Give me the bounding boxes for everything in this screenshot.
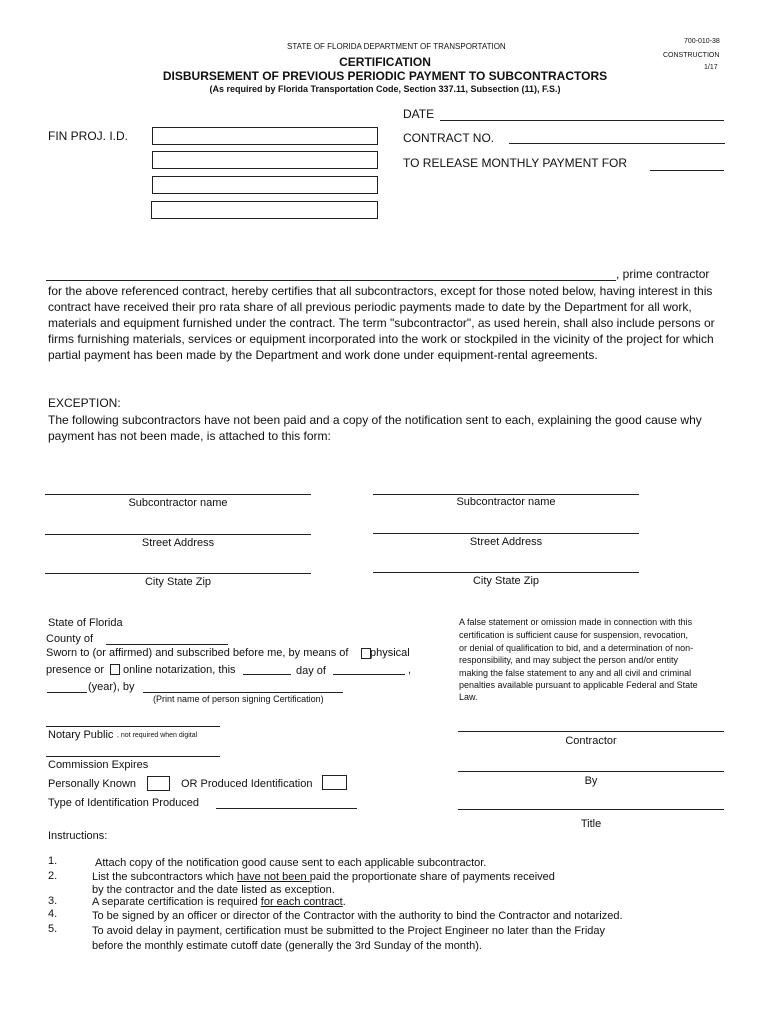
warning-line-1: A false statement or omission made in connection with this bbox=[459, 617, 693, 627]
year-by-label: (year), by bbox=[88, 681, 135, 693]
county-field[interactable] bbox=[106, 644, 228, 645]
notary-state: State of Florida bbox=[48, 617, 123, 629]
produced-identification-label: OR Produced Identification bbox=[181, 778, 313, 790]
by-label: By bbox=[584, 775, 598, 787]
instruction-number-5: 5. bbox=[48, 923, 58, 935]
instruction-text-5-cont: before the monthly estimate cutoff date (generally the 3rd Sunday of the month). bbox=[92, 940, 482, 952]
notary-county-label: County of bbox=[46, 633, 94, 645]
agency-name: STATE OF FLORIDA DEPARTMENT OF TRANSPORTATION bbox=[287, 42, 506, 51]
instruction-2-emphasis: have not been bbox=[236, 871, 310, 883]
instruction-number-3: 3. bbox=[48, 895, 58, 907]
id-type-field[interactable] bbox=[216, 808, 357, 809]
warning-line-6: penalties available pursuant to applicable Federal and State bbox=[459, 680, 698, 690]
form-category: CONSTRUCTION bbox=[663, 52, 720, 59]
print-name-label: (Print name of person signing Certification) bbox=[153, 694, 324, 704]
title-signature-line[interactable] bbox=[458, 809, 724, 810]
fin-proj-input-2[interactable] bbox=[152, 151, 378, 169]
notary-public-label: Notary Public bbox=[48, 729, 114, 741]
instructions-heading: Instructions: bbox=[48, 830, 108, 842]
contract-field[interactable] bbox=[509, 143, 725, 144]
personally-known-checkbox[interactable] bbox=[147, 776, 170, 791]
city-label-left: City State Zip bbox=[144, 576, 212, 588]
year-field[interactable] bbox=[47, 692, 87, 693]
city-field-right[interactable] bbox=[373, 572, 639, 573]
not-required-note: , not required when digital bbox=[117, 732, 198, 739]
subcontractor-name-field-right[interactable] bbox=[373, 494, 639, 495]
warning-line-3: or denial of qualification to bid, and a determination of non- bbox=[459, 643, 694, 653]
title-disbursement: DISBURSEMENT OF PREVIOUS PERIODIC PAYMENT TO SUBCONTRACTORS bbox=[162, 69, 608, 83]
city-label-right: City State Zip bbox=[472, 575, 540, 587]
commission-expires-label: Commission Expires bbox=[48, 759, 149, 771]
comma: , bbox=[408, 664, 412, 676]
subcontractor-name-label-right: Subcontractor name bbox=[456, 496, 556, 508]
day-of-label: day of bbox=[296, 665, 326, 677]
date-field[interactable] bbox=[440, 120, 724, 121]
exception-heading: EXCEPTION: bbox=[48, 396, 121, 410]
form-number: 700-010-38 bbox=[684, 38, 720, 45]
subcontractor-name-field-left[interactable] bbox=[45, 494, 311, 495]
street-label-right: Street Address bbox=[469, 536, 543, 548]
street-field-left[interactable] bbox=[45, 534, 311, 535]
physical-label: physical bbox=[370, 647, 410, 659]
street-label-left: Street Address bbox=[141, 537, 215, 549]
instruction-text-2: List the subcontractors which have not been paid the proportionate share of payments received bbox=[92, 871, 555, 883]
contractor-label: Contractor bbox=[565, 735, 617, 747]
subtitle: (As required by Florida Transportation Code, Section 337.11, Subsection (11), F.S.) bbox=[209, 84, 561, 94]
release-label: TO RELEASE MONTHLY PAYMENT FOR bbox=[403, 156, 628, 170]
instruction-number-2: 2. bbox=[48, 870, 58, 882]
subcontractor-name-label-left: Subcontractor name bbox=[128, 497, 228, 509]
warning-line-5: making the false statement to any and all civil and criminal bbox=[459, 668, 692, 678]
release-field[interactable] bbox=[650, 170, 724, 171]
id-type-label: Type of Identification Produced bbox=[48, 797, 200, 809]
instruction-text-1: Attach copy of the notification good cause sent to each applicable subcontractor. bbox=[95, 857, 487, 869]
signer-name-field[interactable] bbox=[143, 692, 343, 693]
instruction-text-5: To avoid delay in payment, certification must be submitted to the Project Engineer no later than the Friday bbox=[92, 925, 605, 937]
month-field[interactable] bbox=[333, 674, 405, 675]
online-notarization-checkbox[interactable] bbox=[110, 664, 120, 675]
fin-proj-input-4[interactable] bbox=[151, 201, 378, 219]
instruction-text-4: To be signed by an officer or director of the Contractor with the authority to bind the Contractor and notarized. bbox=[92, 910, 623, 922]
warning-line-2: certification is sufficient cause for suspension, revocation, bbox=[459, 630, 688, 640]
prime-contractor-field[interactable] bbox=[46, 280, 616, 281]
warning-line-4: responsibility, and may subject the person and/or entity bbox=[459, 655, 678, 665]
contractor-signature-line[interactable] bbox=[458, 731, 724, 732]
day-field[interactable] bbox=[243, 674, 291, 675]
fin-proj-input-3[interactable] bbox=[152, 176, 378, 194]
instruction-number-4: 4. bbox=[48, 908, 58, 920]
instruction-number-1: 1. bbox=[48, 855, 58, 867]
contract-label: CONTRACT NO. bbox=[403, 131, 495, 145]
instruction-3-emphasis: for each contract bbox=[260, 896, 343, 908]
commission-field[interactable] bbox=[46, 756, 220, 757]
by-signature-line[interactable] bbox=[458, 771, 724, 772]
notary-public-signature-line[interactable] bbox=[46, 726, 220, 727]
fin-proj-label: FIN PROJ. I.D. bbox=[48, 129, 129, 143]
street-field-right[interactable] bbox=[373, 533, 639, 534]
title-certification: CERTIFICATION bbox=[339, 55, 431, 69]
form-revision: 1/17 bbox=[704, 64, 718, 71]
instruction-text-2-cont: by the contractor and the date listed as exception. bbox=[92, 884, 335, 896]
presence-or-label: presence or bbox=[46, 664, 105, 676]
instruction-text-3: A separate certification is required for each contract. bbox=[92, 896, 346, 908]
personally-known-label: Personally Known bbox=[48, 778, 137, 790]
warning-line-7: Law. bbox=[459, 692, 478, 702]
title-label: Title bbox=[580, 818, 602, 830]
city-field-left[interactable] bbox=[45, 573, 311, 574]
online-notarization-label: online notarization, this bbox=[123, 664, 236, 676]
date-label: DATE bbox=[403, 107, 435, 121]
certification-body: for the above referenced contract, hereby certifies that all subcontractors, except for those noted below, having interest in this contract have received their pro rata share of all previous periodic payments made to date by the Department for all work, materials and equipment furnished under the contract. The term "subcontractor", as used herein, shall also include persons or firms furnishing materials, services or equipment incorporated into the work or stockpiled in the vicinity of the project for which partial payment has been made by the Department and work done under equipment-rental agreements. bbox=[48, 284, 715, 362]
exception-text: The following subcontractors have not been paid and a copy of the notification sent to each, explaining the good cause why payment has not been made, is attached to this form: bbox=[48, 413, 702, 443]
produced-identification-checkbox[interactable] bbox=[322, 775, 347, 790]
notary-sworn-text: Sworn to (or affirmed) and subscribed before me, by means of bbox=[46, 647, 349, 659]
fin-proj-input-1[interactable] bbox=[152, 127, 378, 145]
prime-contractor-suffix: , prime contractor bbox=[616, 267, 710, 281]
